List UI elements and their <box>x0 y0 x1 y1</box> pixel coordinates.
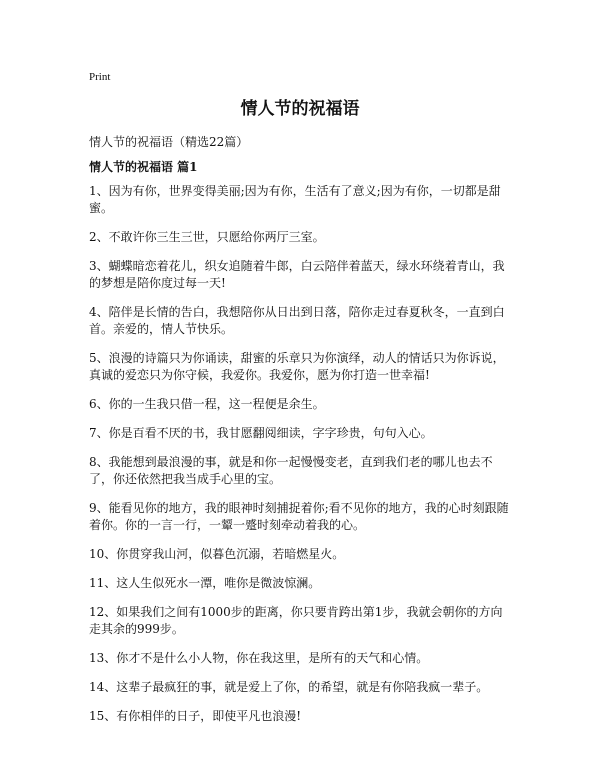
list-item: 9、能看见你的地方，我的眼神时刻捕捉着你;看不见你的地方，我的心时刻跟随着你。你的一言一行，一颦一蹙时刻牵动着我的心。 <box>89 501 509 532</box>
section-heading: 情人节的祝福语 篇1 <box>89 160 198 174</box>
list-item: 3、蝴蝶暗恋着花儿，织女追随着牛郎，白云陪伴着蓝天，绿水环绕着青山，我的梦想是陪你度过每一天! <box>89 259 505 290</box>
list-item: 13、你才不是什么小人物，你在我这里，是所有的天气和心情。 <box>89 651 429 665</box>
list-item: 2、不敢许你三生三世，只愿给你两厅三室。 <box>89 230 325 244</box>
document-subtitle: 情人节的祝福语（精选22篇） <box>89 135 249 149</box>
list-item: 4、陪伴是长情的告白，我想陪你从日出到日落，陪你走过春夏秋冬，一直到白首。亲爱的，情人节快乐。 <box>89 305 505 336</box>
print-label[interactable]: Print <box>89 71 111 83</box>
list-item: 5、浪漫的诗篇只为你诵读，甜蜜的乐章只为你演绎，动人的情话只为你诉说，真诚的爱恋只为你守候，我爱你。我爱你，愿为你打造一世幸福! <box>89 351 505 382</box>
list-item: 11、这人生似死水一潭，唯你是微波惊澜。 <box>89 576 321 590</box>
list-item: 14、这辈子最疯狂的事，就是爱上了你，的希望，就是有你陪我疯一辈子。 <box>89 680 489 694</box>
page-title: 情人节的祝福语 <box>240 99 360 119</box>
list-item: 15、有你相伴的日子，即使平凡也浪漫! <box>89 709 302 723</box>
list-item: 12、如果我们之间有1000步的距离，你只要肯跨出第1步，我就会朝你的方向走其余的999步。 <box>89 605 503 636</box>
list-item: 7、你是百看不厌的书，我甘愿翻阅细读，字字珍贵，句句入心。 <box>89 426 433 440</box>
blessing-list <box>89 183 514 737</box>
list-item: 8、我能想到最浪漫的事，就是和你一起慢慢变老，直到我们老的哪儿也去不了，你还依然把我当成手心里的宝。 <box>89 455 493 486</box>
list-item: 1、因为有你，世界变得美丽;因为有你，生活有了意义;因为有你，一切都是甜蜜。 <box>89 184 501 215</box>
list-item: 6、你的一生我只借一程，这一程便是余生。 <box>89 397 325 411</box>
list-item: 10、你贯穿我山河，似暮色沉溺，若暗燃星火。 <box>89 547 345 561</box>
